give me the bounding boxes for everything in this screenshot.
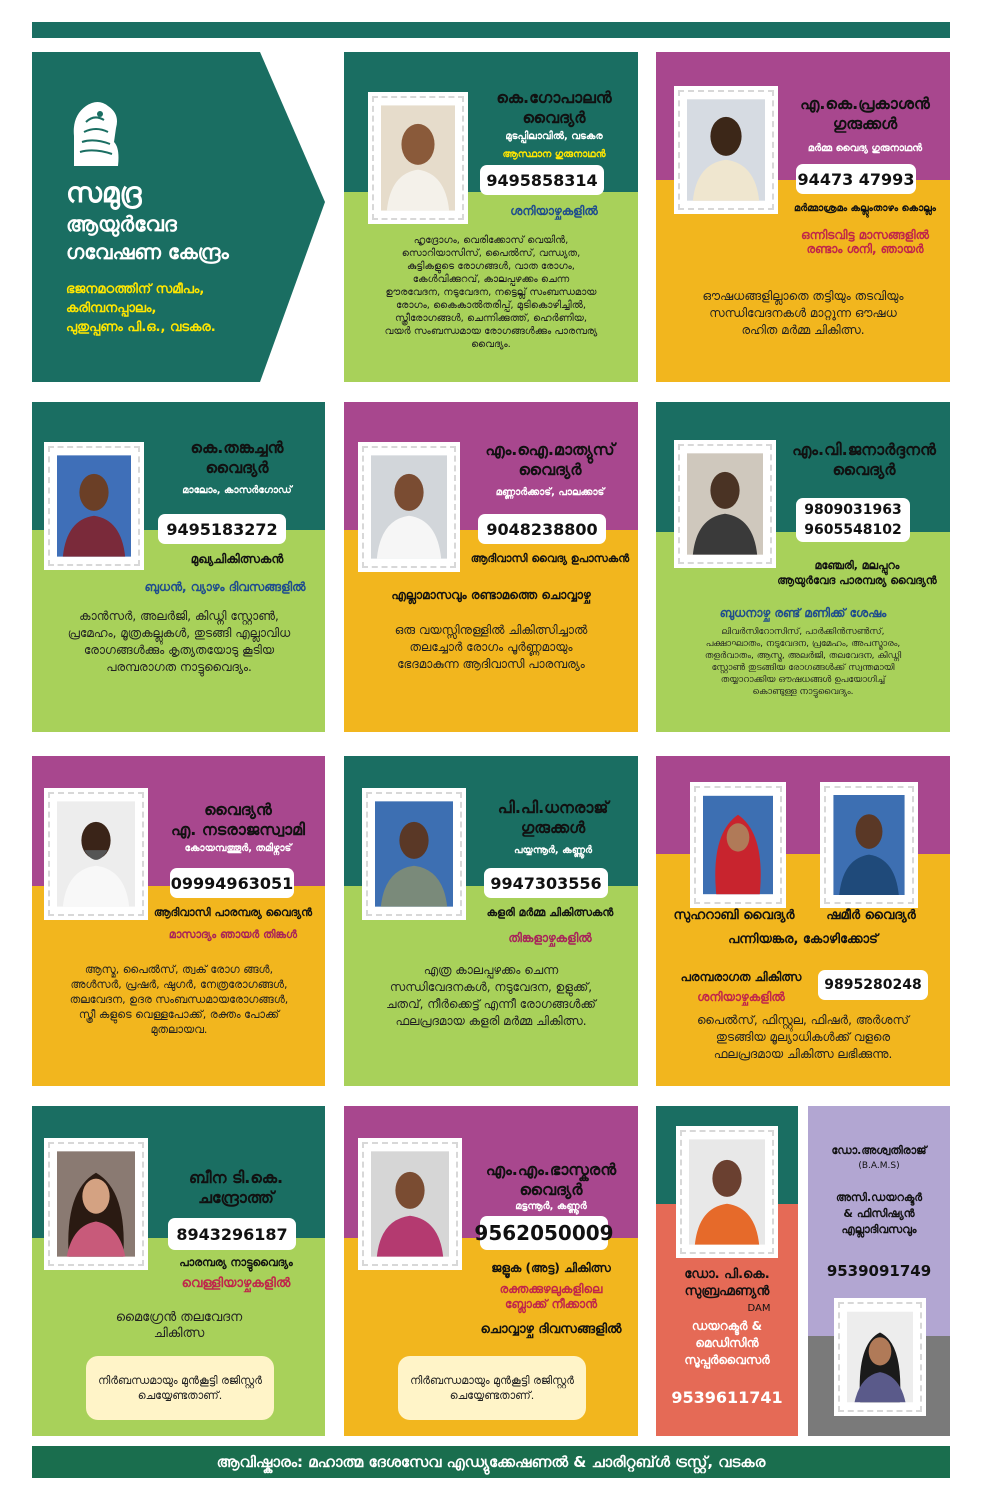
person-silhouette-icon [833,795,905,895]
desc-prakashan: ഔഷധങ്ങളില്ലാതെ തട്ടിയും തടവിയും സന്ധിവേദനകൾ മാറ്റുന്ന ഔഷധ രഹിത മർമ്മ ചികിത്സ. [702,289,904,337]
photo-janardhanan [678,444,772,564]
photo-nataraj [48,792,144,916]
photo-dhanaraj [366,792,462,916]
photo-gopalan [372,96,464,220]
place-suharabi: പന്നിയങ്കര, കോഴിക്കോട് [728,932,878,947]
address-line1: ഭജനമഠത്തിന് സമീപം, [66,282,205,297]
name-prakashan: എ.കെ.പ്രകാശൻ ഗുരുക്കൾ [800,94,930,133]
desc-nataraj: ആസ്മ, പൈൽസ്, ത്വക് രോഗ ങ്ങൾ, അൾസർ, പ്രഷർ, ഷുഗർ, നേത്രരോഗങ്ങൾ, തലവേദന, ഉദര സംബന്ധമായരോഗങ്ങൾ, സ്ത്രീ കളുടെ വെള്ളപോക്ക്, രക്തം പോക്ക് മുതലായവ. [69,963,289,1036]
name-nataraj: വൈദ്യൻ എ. നടരാജസ്വാമി [171,800,305,839]
role-thankachan: മുഖ്യചികിത്സകൻ [190,552,284,566]
person-silhouette-icon [57,801,135,907]
person-silhouette-icon [689,1139,765,1245]
role-nataraj: ആദിവാസി പാരമ്പര്യ വൈദ്യൻ [153,906,313,919]
person-silhouette-icon [703,795,773,895]
role-beena: പാരമ്പര്യ നാട്ടുവൈദ്യം [179,1256,293,1269]
card-nataraj [32,756,325,1086]
person-silhouette-icon [57,455,131,557]
phone-janardhanan[interactable]: 9809031963 9605548102 [796,498,910,542]
photo-thankachan [48,446,140,566]
address-line3: പുതുപ്പണം പി.ഒ., വടകര. [66,320,216,335]
person-silhouette-icon [375,801,453,907]
phone-nataraj[interactable]: 09994963051 [170,868,294,898]
phone-bhaskaran[interactable]: 9562050009 [480,1216,608,1250]
name-aswathi: ഡോ.അശ്വതിരാജ് [831,1144,927,1157]
desc-mathews: ഒരു വയസ്സിനുള്ളിൽ ചികിത്സിച്ചാൽ തലച്ചോർ രോഗം പൂർണ്ണമായും ഭേദമാകുന്ന ആദിവാസി പാരമ്പര്യം [394,623,588,671]
place-dhanaraj: പയ്യന്നൂർ, കണ്ണൂർ [513,845,592,856]
note-beena: നിർബന്ധമായും മുൻകൂട്ടി രജിസ്റ്റർ ചെയ്യേണ്ടതാണ്. [86,1356,274,1420]
days-suharabi: ശനിയാഴ്ചകളിൽ [697,990,785,1004]
card-janardhanan [656,402,950,732]
role-mathews: ആദിവാസി വൈദ്യ ഉപാസകൻ [470,552,630,565]
header-title-line3: ഗവേഷണ കേന്ദ്രം [66,240,229,264]
days-mathews: എല്ലാമാസവും രണ്ടാമത്തെ ചൊവ്വാഴ്ച [391,588,591,602]
photo-beena [48,1142,144,1266]
phone-mathews[interactable]: 9048238800 [478,514,606,544]
person-silhouette-icon [381,105,455,211]
person-silhouette-icon [371,1151,449,1257]
role-gopalan: ആസ്ഥാന ഗുരുനാഥൻ [502,149,606,160]
days-prakashan: ഒന്നിടവിട്ട മാസങ്ങളിൽ രണ്ടാം ശനി, ഞായർ [801,228,929,256]
header-card [32,52,325,382]
subrole-bhaskaran: രക്തക്കുഴലുകളിലെ ബ്ലോക്ക് നീക്കാൻ [499,1282,603,1311]
role-dhanaraj: കളരി മർമ്മ ചികിത്സകൻ [486,906,614,919]
photo-mathews [362,446,456,568]
phone-suharabi[interactable]: 9895280248 [818,970,928,1000]
place-bhaskaran: മട്ടന്നൂർ, കണ്ണൂർ [515,1201,587,1212]
desc-dhanaraj: എത്ര കാലപ്പഴക്കം ചെന്ന സന്ധിവേദനകൾ, നടുവേദന, ഉളുക്ക്, ചതവ്, നീർക്കെട്ട് എന്നീ രോഗങ്ങൾക്ക് ഫലപ്രദമായ കളരി മർമ്മ ചികിത്സ. [386,963,596,1028]
person-silhouette-icon [847,1311,913,1403]
note-bhaskaran: നിർബന്ധമായും മുൻകൂട്ടി രജിസ്റ്റർ ചെയ്യേണ്ടതാണ്. [398,1356,586,1420]
name-dhanaraj: പി.പി.ധനരാജ് ഗുരുക്കൾ [497,798,609,837]
role-subramanian: ഡയറക്ടർ & മെഡിസിൻ സൂപ്പർവൈസർ [684,1319,770,1367]
person-silhouette-icon [687,453,763,555]
name-subramanian: ഡോ. പി.കെ. സുബ്രഹ്മണ്യൻ [684,1267,770,1299]
name-mathews: എം.ഐ.മാത്യുസ് വൈദ്യർ [485,440,615,479]
desc-gopalan: ഹൃദ്രോഗം, വെരിക്കോസ് വെയിൻ, സൊറിയാസിസ്, പൈൽസ്, വന്ധ്യത, കുട്ടികളുടെ രോഗങ്ങൾ, വാത രോഗം, കേൾവിക്കുറവ്, കാലപ്പഴക്കം ചെന്ന ഊരവേദന, നടുവേദന, നട്ടെല്ല് സംബന്ധമായ രോഗം, കൈകാൽതരിപ്പ്, മുടികൊഴിച്ചിൽ, സ്ത്രീരോഗങ്ങൾ, ചെന്നിക്കുത്ത്, ഹെർണിയ, വയർ സംബന്ധമായ രോഗങ്ങൾക്കും പാരമ്പര്യ വൈദ്യം. [384,235,598,350]
card-mathews [344,402,638,732]
role-suharabi: പരമ്പരാഗത ചികിത്സ [680,970,802,984]
photo-aswathi [838,1302,922,1412]
person-silhouette-icon [371,455,447,559]
place-janardhanan: മഞ്ചേരി, മലപ്പുറം ആയുർവേദ പാരമ്പര്യ വൈദ്യൻ [777,559,937,587]
logo-icon [64,96,124,168]
name-thankachan: കെ.തങ്കച്ചൻ വൈദ്യർ [190,438,284,477]
phone-prakashan[interactable]: 94473 47993 [796,164,916,194]
degree-subramanian: DAM [747,1303,771,1314]
name-janardhanan: എം.വി.ജനാർദ്ദനൻ വൈദ്യർ [792,440,936,479]
card-subramanian [656,1106,798,1436]
photo-bhaskaran [362,1142,458,1266]
name-gopalan: കെ.ഗോപാലൻ വൈദ്യർ [496,88,612,127]
card-bhaskaran [344,1106,638,1436]
photo-subramanian [680,1130,774,1254]
place-prakashan: മർമ്മാശ്രമം കല്ലുംതാഴം കൊല്ലം [793,203,937,214]
days-thankachan: ബുധൻ, വ്യാഴം ദിവസങ്ങളിൽ [144,580,306,594]
name-bhaskaran: എം.എം.ഭാസ്കരൻ വൈദ്യർ [485,1160,617,1199]
place-gopalan: മുടപ്പിലാവിൽ, വടകര [505,131,603,142]
card-suharabi [656,756,950,1086]
card-aswathi [808,1106,950,1436]
top-bar [32,22,950,38]
place-mathews: മണ്ണാർക്കാട്, പാലക്കാട് [495,487,605,498]
photo-shameer [824,786,914,904]
degree-aswathi: (B.A.M.S) [858,1161,900,1171]
desc-suharabi: പൈൽസ്, ഫിസ്റ്റുല, ഫിഷർ, അർശസ് തുടങ്ങിയ മൂല്യാധികൾക്ക് വളരെ ഫലപ്രദമായ ചികിത്സ ലഭിക്കുന്നു. [696,1013,910,1061]
phone-subramanian[interactable]: 9539611741 [671,1388,783,1407]
phone-gopalan[interactable]: 9495858314 [480,165,604,195]
header-title-line1: സമുദ്ര [66,176,142,209]
card-prakashan [656,52,950,382]
header-address [66,280,216,337]
card-thankachan [32,402,325,732]
card-gopalan [344,52,638,382]
name-beena: ബീന ടി.കെ. ചന്ദ്രോത്ത് [188,1168,284,1207]
phone-dhanaraj[interactable]: 9947303556 [484,868,608,898]
footer-banner: ആവിഷ്കാരം: മഹാത്മ ദേശസേവ എഡ്യുക്കേഷണൽ & ചാരിറ്റബ്ൾ ട്രസ്റ്റ്, വടകര [32,1446,950,1478]
photo-suharabi [694,786,782,904]
name-suharabi: സുഹറാബി വൈദ്യർ [673,908,795,923]
photo-prakashan [678,90,774,210]
role-prakashan: മർമ്മ വൈദ്യ ഗുരുനാഥൻ [807,143,923,154]
person-silhouette-icon [687,99,765,201]
role-aswathi: അസി.ഡയറക്ടർ & ഫിസിഷ്യൻ എല്ലാദിവസവും [835,1191,923,1236]
days-beena: വെള്ളിയാഴ്ചകളിൽ [181,1276,291,1291]
days-gopalan: ശനിയാഴ്ചകളിൽ [510,204,598,218]
place-thankachan: മാലോം, കാസർഗോഡ് [182,485,292,496]
card-dhanaraj [344,756,638,1086]
days-janardhanan: ബുധനാഴ്ച രണ്ട് മണിക്ക് ശേഷം [719,606,887,620]
header-title-line2: ആയുർവേദ [66,212,177,236]
desc-beena: മൈഗ്രേൻ തലവേദന ചികിത്സ [115,1310,243,1341]
role-bhaskaran: ജളൂക (അട്ട) ചികിത്സ [491,1261,611,1275]
card-beena [32,1106,325,1436]
name-shameer: ഷമീർ വൈദ്യർ [826,908,916,923]
desc-janardhanan: ലിവർസിറോസിസ്, പാർക്കിൻസൺസ്, പക്ഷാഘാതം, നടുവേദന, പ്രമേഹം, അപസ്മാരം, തളർവാതം, ആസ്മ, അലർജി, തലവേദന, കിഡ്നി സ്റ്റോൺ തുടങ്ങിയ രോഗങ്ങൾക്ക് സ്വന്തമായി തയ്യാറാക്കിയ ഔഷധങ്ങൾ ഉപയോഗിച്ച് കൊണ്ടുള്ള നാട്ടുവൈദ്യം. [704,627,902,697]
days-dhanaraj: തിങ്കളാഴ്ചകളിൽ [508,931,592,945]
person-silhouette-icon [57,1151,135,1257]
days-bhaskaran: ചൊവ്വാഴ്ച ദിവസങ്ങളിൽ [480,1322,622,1337]
address-line2: കരിമ്പനപ്പാലം, [66,301,157,316]
days-nataraj: മാസാദ്യം ഞായർ തിങ്കൾ [168,928,298,941]
desc-thankachan: കാൻസർ, അലർജി, കിഡ്നി സ്റ്റോൺ, പ്രമേഹം, മൂത്രകല്ലുകൾ, തുടങ്ങി എല്ലാവിധ രോഗങ്ങൾക്കും കൃത്യതയോടു കൂടിയ പരമ്പരാഗത നാട്ടുവൈദ്യം. [67,609,291,674]
phone-thankachan[interactable]: 9495183272 [158,514,286,544]
phone-beena[interactable]: 8943296187 [168,1218,296,1250]
phone-aswathi[interactable]: 9539091749 [826,1262,932,1280]
place-nataraj: കോയമ്പത്തൂർ, തമിഴ്നാട് [184,843,292,854]
